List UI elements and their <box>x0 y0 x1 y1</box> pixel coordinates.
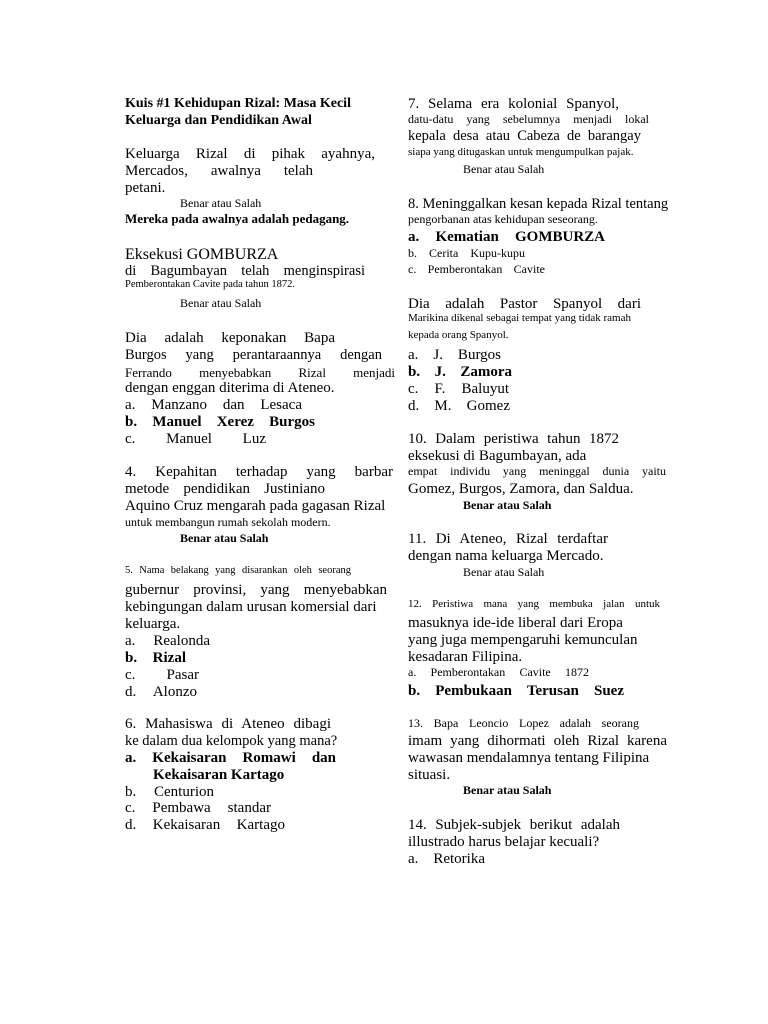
question-5-line-4: keluarga. <box>125 616 181 632</box>
question-13-line-4: situasi. <box>408 767 451 783</box>
question-2-choice: Benar atau Salah <box>180 296 262 310</box>
question-3-option-b: b. Manuel Xerez Burgos <box>125 414 315 430</box>
question-7-line-3: kepala desa atau Cabeza de barangay <box>408 128 641 144</box>
quiz-title-line-2: Keluarga dan Pendidikan Awal <box>125 113 312 128</box>
question-5-line-2: gubernur provinsi, yang menyebabkan <box>125 582 387 598</box>
question-4-line-2: metode pendidikan Justiniano <box>125 481 325 497</box>
question-3-line-3: Ferrando menyebabkan Rizal menjadi <box>125 365 395 380</box>
question-12-option-b: b. Pembukaan Terusan Suez <box>408 683 624 699</box>
question-12-line-2: masuknya ide-ide liberal dari Eropa <box>408 615 623 631</box>
question-1-line-2: Mercados, awalnya telah <box>125 163 313 179</box>
question-10-line-4: Gomez, Burgos, Zamora, dan Saldua. <box>408 481 634 497</box>
question-2-line-2: di Bagumbayan telah menginspirasi <box>125 263 365 279</box>
question-12-line-4: kesadaran Filipina. <box>408 649 523 665</box>
question-7-choice: Benar atau Salah <box>463 162 545 176</box>
question-8-line-2: pengorbanan atas kehidupan seseorang. <box>408 212 598 226</box>
question-14-option-a: a. Retorika <box>408 851 485 867</box>
question-13-choice: Benar atau Salah <box>463 783 552 797</box>
question-5-option-d: d. Alonzo <box>125 684 197 700</box>
question-7-line-4: siapa yang ditugaskan untuk mengumpulkan pajak. <box>408 146 634 158</box>
question-14-line-2: illustrado harus belajar kecuali? <box>408 834 600 850</box>
question-11-line-2: dengan nama keluarga Mercado. <box>408 548 604 564</box>
question-9-option-a: a. J. Burgos <box>408 347 501 363</box>
question-6-option-a-line-2: Kekaisaran Kartago <box>153 767 285 783</box>
question-4-line-4: untuk membangun rumah sekolah modern. <box>125 515 331 529</box>
question-9-option-b: b. J. Zamora <box>408 364 512 380</box>
question-5-line-3: kebingungan dalam urusan komersial dari <box>125 599 377 615</box>
question-14-line-1: 14. Subjek-subjek berikut adalah <box>408 817 620 833</box>
question-3-line-4: dengan enggan diterima di Ateneo. <box>125 380 335 396</box>
question-12-line-1: 12. Peristiwa mana yang membuka jalan untuk <box>408 598 660 610</box>
question-6-option-a-line-1: a. Kekaisaran Romawi dan <box>125 750 336 766</box>
question-13-line-2: imam yang dihormati oleh Rizal karena <box>408 733 667 749</box>
question-5-option-c: c. Pasar <box>125 667 199 683</box>
question-5-line-1: 5. Nama belakang yang disarankan oleh seorang <box>125 565 351 576</box>
question-10-line-2: eksekusi di Bagumbayan, ada <box>408 448 587 464</box>
question-1-answer: Mereka pada awalnya adalah pedagang. <box>125 211 350 226</box>
question-6-line-1: 6. Mahasiswa di Ateneo dibagi <box>125 716 331 732</box>
question-6-option-c: c. Pembawa standar <box>125 800 271 816</box>
question-12-option-a: a. Pemberontakan Cavite 1872 <box>408 665 589 679</box>
question-12-line-3: yang juga mempengaruhi kemunculan <box>408 632 638 648</box>
question-1-line-1: Keluarga Rizal di pihak ayahnya, <box>125 146 375 162</box>
question-1-line-3: petani. <box>125 180 166 196</box>
question-9-line-2: Marikina dikenal sebagai tempat yang tidak ramah <box>408 312 631 324</box>
question-4-choice: Benar atau Salah <box>180 531 269 545</box>
question-7-line-2: datu-datu yang sebelumnya menjadi lokal <box>408 112 649 126</box>
question-10-choice: Benar atau Salah <box>463 498 552 512</box>
question-8-option-c: c. Pemberontakan Cavite <box>408 262 545 276</box>
question-13-line-1: 13. Bapa Leoncio Lopez adalah seorang <box>408 716 639 730</box>
question-4-line-1: 4. Kepahitan terhadap yang barbar <box>125 464 393 480</box>
question-8-option-a: a. Kematian GOMBURZA <box>408 229 605 245</box>
question-1-choice: Benar atau Salah <box>180 196 262 210</box>
question-6-line-2: ke dalam dua kelompok yang mana? <box>125 733 338 749</box>
question-5-option-a: a. Realonda <box>125 633 210 649</box>
question-10-line-1: 10. Dalam peristiwa tahun 1872 <box>408 431 619 447</box>
question-9-option-c: c. F. Baluyut <box>408 381 509 397</box>
question-13-line-3: wawasan mendalamnya tentang Filipina <box>408 750 650 766</box>
question-3-line-1: Dia adalah keponakan Bapa <box>125 330 335 346</box>
question-9-line-1: Dia adalah Pastor Spanyol dari <box>408 296 641 312</box>
question-2-line-1: Eksekusi GOMBURZA <box>125 246 279 263</box>
question-7-line-1: 7. Selama era kolonial Spanyol, <box>408 96 619 112</box>
question-5-option-b: b. Rizal <box>125 650 186 666</box>
question-3-line-2: Burgos yang perantaraannya dengan <box>125 347 382 363</box>
question-8-line-1: 8. Meninggalkan kesan kepada Rizal tentang <box>408 196 669 212</box>
question-6-option-d: d. Kekaisaran Kartago <box>125 817 285 833</box>
question-11-line-1: 11. Di Ateneo, Rizal terdaftar <box>408 531 608 547</box>
question-10-line-3: empat individu yang meninggal dunia yaitu <box>408 464 666 478</box>
quiz-title-line-1: Kuis #1 Kehidupan Rizal: Masa Kecil <box>125 96 351 111</box>
question-4-line-3: Aquino Cruz mengarah pada gagasan Rizal <box>125 498 386 514</box>
question-8-option-b: b. Cerita Kupu-kupu <box>408 246 525 260</box>
question-2-line-3: Pemberontakan Cavite pada tahun 1872. <box>125 279 295 290</box>
question-3-option-c: c. Manuel Luz <box>125 431 266 447</box>
question-9-line-3: kepada orang Spanyol. <box>408 329 509 341</box>
question-6-option-b: b. Centurion <box>125 784 214 800</box>
question-11-choice: Benar atau Salah <box>463 565 545 579</box>
question-3-option-a: a. Manzano dan Lesaca <box>125 397 302 413</box>
question-9-option-d: d. M. Gomez <box>408 398 510 414</box>
